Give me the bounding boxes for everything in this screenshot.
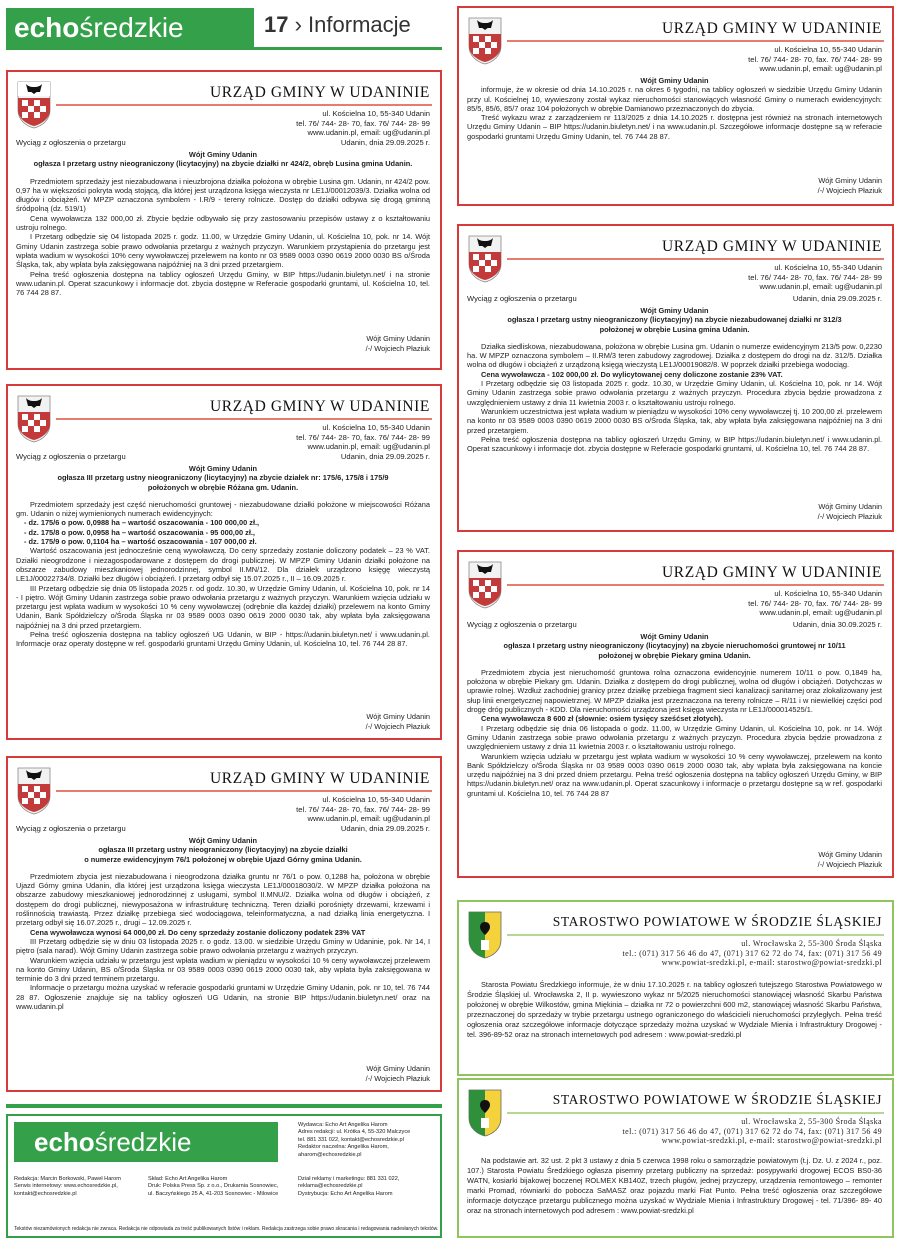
- office-title: STAROSTWO POWIATOWE W ŚRODZIE ŚLĄSKIEJ: [552, 914, 882, 929]
- office-title: URZĄD GMINY W UDANINIE: [210, 84, 430, 101]
- section-label: › Informacje: [294, 12, 411, 37]
- header-divider: [56, 104, 432, 106]
- ad-udanin-ujazd-76-1: [6, 756, 442, 1092]
- office-address: ul. Kościelna 10, 55-340 Udanin tel. 76/ 744- 28- 70, fax. 76/ 744- 28- 99 www.udanin.pl, email: ug@udanin.pl: [296, 795, 430, 824]
- ad-date: Udanin, dnia 29.09.2025 r.: [792, 294, 882, 303]
- excerpt-label: Wyciąg z ogłoszenia o przetargu: [16, 452, 126, 461]
- ad-udanin-piekary-10-11: [457, 550, 894, 878]
- ad-date: Udanin, dnia 29.09.2025 r.: [340, 824, 430, 833]
- office-title: URZĄD GMINY W UDANINIE: [662, 238, 882, 255]
- powiat-sredzki-coat-of-arms-icon: [467, 1088, 503, 1138]
- office-address: ul. Wrocławska 2, 55-300 Środa Śląska tel.: (071) 317 56 46 do 47, (071) 317 62 72 do 74, fax: (071) 317 56 49 www.powiat-sredzki.pl, e-mail: starostwo@powiat-sredzki.pl: [622, 1117, 882, 1146]
- udanin-coat-of-arms-icon: [467, 560, 503, 610]
- header-divider: [56, 790, 432, 792]
- colophon-print: Skład: Echo Art Angelika Harom Druk: Polska Press Sp. z o.o., Drukarnia Sosnowiec, ul. Baczyńskiego 25 A, 41-203 Sosnowiec - Milowice: [148, 1176, 279, 1197]
- ad-udanin-lusina-312-3: [457, 224, 894, 532]
- excerpt-label: Wyciąg z ogłoszenia o przetargu: [467, 620, 577, 629]
- office-title: URZĄD GMINY W UDANINIE: [662, 20, 882, 37]
- footer-top-stripe: [6, 1104, 442, 1108]
- signature: Wójt Gminy Udanin /-/ Wojciech Płaziuk: [365, 334, 430, 353]
- ad-body: Na podstawie art. 32 ust. 2 pkt 3 ustawy z dnia 5 czerwca 1998 roku o samorządzie powiatowym (t.j. Dz. U. z 2024 r., poz. 107.) Starosta Powiatu Średzkiego ogłasza pisemny przetarg publiczny na sprzedaż: posypywarki drogowej ECOS BS0-36 WATN, kosiarki bijakowej boczenej ROLMEX KB140Z, trzech pługów, jednej przyczepy, urządzenia remontowego – remonter marki Promad, równiarki do pobocza SaMASZ oraz pojazdu marki Fiat Punto. Pełna treść ogłoszenia oraz szczegółowe informacje dotyczące przetargu publicznego można uzyskać w Wydziale Mienia i Infrastruktury Drogowej - tel. 71/396- 89- 40 oraz na stronach internetowych pod adresem : www.powiat-sredzki.pl: [467, 1156, 882, 1215]
- echo-srednie-logo[interactable]: echośredzkie: [6, 8, 254, 48]
- office-title: URZĄD GMINY W UDANINIE: [210, 398, 430, 415]
- header-divider: [56, 418, 432, 420]
- echo-srednie-footer-logo[interactable]: echośredzkie: [14, 1122, 278, 1162]
- signature: Wójt Gminy Udanin /-/ Wojciech Płaziuk: [817, 850, 882, 869]
- ad-body: Wójt Gminy Udanin ogłasza I przetarg ustny nieograniczony (licytacyjny) na zbycie niezabudowanej działki nr 312/3 położonej w obrębie Lusina gmina Udanin. Działka siedliskowa, niezabudowana, położona w obrębie Lusina gm. Udanin o numerze ewidencyjnym 213/5 pow. 0,2230 ha. W MPZP oznaczona symbolem – II.RM/3 teren zabudowy zagrodowej. Działka z dostępem do drogi na dz. 312/5. Działka wolna od długów i obciążeń z urządzoną księgą wieczystą LE1J/00019082/8. W poprzek działki przebiega wodociąg. Cena wywoławcza - 102 000,00 zł. Do wylicytowanej ceny doliczone zostanie 23% VAT. I Przetarg odbędzie się 03 listopada 2025 r. godz. 10.30, w Urzędzie Gminy Udanin, ul. Kościelna 10, pok. nr 14. Wójt Gminy Udanin zastrzega sobie prawo odwołania przetargu z ważnych przyczyn. Procedura zbycia będzie prowadzona z uwzględnieniem ustawy z dnia 11 kwietnia 2003 r. o kształtowaniu ustroju rolnego. Warunkiem uczestnictwa jest wpłata wadium w pieniądzu w wysokości 10% ceny wywoławczej tj. 10 200,00 zł. przelewem na konto nr 03 9589 0003 0390 0619 2000 0030 BS o/Środa Śląska, tak, aby wpłata była zaksięgowana najpóźniej na 3 dni przed przetargiem. Pełna treść ogłoszenia dostępna na tablicy ogłoszeń Urzędu Gminy, w BIP https://udanin.biuletyn.net/ i www.udanin.pl. Operat szacunkowy i informacje dot. zbycia dostępne w Referacie gospodarki gruntami, ul. Kościelna 10, tel. 76 744 28 87.: [467, 306, 882, 454]
- udanin-coat-of-arms-icon: [16, 766, 52, 816]
- ad-starostwo-przetarg-sprzet: [457, 1078, 894, 1238]
- colophon-disclaimer: Tekstów niezamówionych redakcja nie zwraca. Redakcja nie odpowiada za treść publikowanych listów i reklam. Redakcja zastrzega sobie prawo skracania i redagowania nadesłanych tekstów.: [14, 1226, 439, 1232]
- ad-body: Wójt Gminy Udanin ogłasza III przetarg ustny nieograniczony (licytacyjny) na zbycie działek nr: 175/6, 175/8 i 175/9 położonych w obrębie Różana gm. Udanin. Przedmiotem sprzedaży jest część nieruchomości gruntowej - niezabudowane działki położone w miejscowości Różana gm. Udanin o niżej wymienionych numerach ewidencyjnych: - dz. 175/6 o pow. 0,0988 ha – wartość oszacowania - 100 000,00 zł., - dz. 175/8 o pow. 0,0958 ha – wartość oszacowania - 95 000,00 zł., - dz. 175/9 o pow. 0,1104 ha – wartość oszacowania - 107 000,00 zł. Wartość oszacowania jest jednocześnie ceną wywoławczą. Do ceny sprzedaży zostanie doliczony podatek – 23 % VAT. Działki nieogrodzone i niezagospodarowane z dostępem do drogi publicznej. W MPZP Gminy Udanin działki położone na obszarze zabudowy mieszkaniowej jednorodzinnej, symbol II.MN/12. Dla działek urządzono księgę wieczystą LE1J/00022734/8. Działki bez długów i obciążeń. I przetarg odbył się 15.07.2025 r., II – 16.09.2025 r. III Przetarg odbędzie się dnia 05 listopada 2025 r. od godz. 10.30, w Urzędzie Gminy Udanin, ul. Kościelna 10, pok. nr 14 - I piętro. Wójt Gminy Udanin zastrzega sobie prawo odwołania przetargu z ważnych przyczyn. Warunkiem wzięcia udziału w przetargu jest wpłata wadium w wysokości 10 % ceny wywoławczej (odrębnie dla każdej działki) przelewem na konto Gminy Udanin, Bank Spółdzielczy o/Środa Śląska nr 03 9589 0003 0390 0619 2000 0030 tak, aby wpłata była zaksięgowana najpóźniej na 3 dni przed przetargiem. Pełna treść ogłoszenia dostępna na tablicy ogłoszeń UG Udanin, w BIP - https://udanin.biuletyn.net/ i www.udanin.pl. Informacje oraz operaty dostępne w ref. gospodarki gruntami Urzędu Gminy Udanin, ul. Kościelna 10, tel. 76 744 28 87.: [16, 464, 430, 649]
- office-title: STAROSTWO POWIATOWE W ŚRODZIE ŚLĄSKIEJ: [552, 1092, 882, 1107]
- udanin-coat-of-arms-icon: [467, 234, 503, 284]
- office-title: URZĄD GMINY W UDANINIE: [662, 564, 882, 581]
- office-address: ul. Kościelna 10, 55-340 Udanin tel. 76/ 744- 28- 70, fax. 76/ 744- 28- 99 www.udanin.pl, email: ug@udanin.pl: [296, 109, 430, 138]
- office-address: ul. Kościelna 10, 55-340 Udanin tel. 76/ 744- 28- 70, fax. 76/ 744- 28- 99 www.udanin.pl, email: ug@udanin.pl: [748, 263, 882, 292]
- office-address: ul. Kościelna 10, 55-340 Udanin tel. 76/ 744- 28- 70, fax. 76/ 744- 28- 99 www.udanin.pl, email: ug@udanin.pl: [748, 589, 882, 618]
- office-address: ul. Kościelna 10, 55-340 Udanin tel. 76/ 744- 28- 70, fax. 76/ 744- 28- 99 www.udanin.pl, email: ug@udanin.pl: [296, 423, 430, 452]
- header-divider: [507, 584, 884, 586]
- udanin-coat-of-arms-icon: [16, 80, 52, 130]
- header-divider: [507, 258, 884, 260]
- header-divider: [507, 934, 884, 936]
- ad-starostwo-wykaz-wilkostow: [457, 900, 894, 1076]
- office-address: ul. Kościelna 10, 55-340 Udanin tel. 76/ 744- 28- 70, fax. 76/ 744- 28- 99 www.udanin.pl, email: ug@udanin.pl: [748, 45, 882, 74]
- colophon-ads: Dział reklamy i marketingu: 881 331 022, reklama@echosredzkie.pl Dystrybucja: Echo Art Angelika Harom: [298, 1176, 400, 1197]
- excerpt-label: Wyciąg z ogłoszenia o przetargu: [467, 294, 577, 303]
- ad-udanin-rozana-175: [6, 384, 442, 740]
- masthead: [6, 8, 442, 50]
- office-title: URZĄD GMINY W UDANINIE: [210, 770, 430, 787]
- signature: Wójt Gminy Udanin /-/ Wojciech Płaziuk: [365, 1064, 430, 1083]
- ad-body: Wójt Gminy Udanin ogłasza III przetarg ustny nieograniczony (licytacyjny) na zbycie działki o numerze ewidencyjnym 76/1 położonej w obrębie Ujazd Górny gmina Udanin. Przedmiotem zbycia jest niezabudowana i nieogrodzona działka gruntu nr 76/1 o pow. 0,1288 ha, położona w obrębie Ujazd Górny gmina Udanin, dla której jest urządzona księga wieczysta LE1J/00018030/2. W MPZP działka położona na obszarze zabudowy mieszkaniowej jednorodzinnej z usługami, symbol II.MNU/2. Działka wolna od długów i obciążeń, z dostępem do drogi publicznej, niewyposażona w infrastrukturę techniczną. Teren działki porośnięty drzewami, krzewami i roślinnością trawiastą. Przez działkę przebiega sieć wodociągowa, teleinformatyczna, a nad działką linia energetyczna. I przetarg odbył się 16.07.2025 r., drugi – 12.09.2025 r. Cena wywoławcza wynosi 64 000,00 zł. Do ceny sprzedaży zostanie doliczony podatek 23% VAT III Przetarg odbędzie się w dniu 03 listopada 2025 r. o godz. 13.00. w siedzibie Urzędu Gminy w Udaninie, pok. Nr 14, I piętro (sala narad). Wójt Gminy Udanin zastrzega sobie prawo odwołania przetargu z ważnych przyczyn. Warunkiem wzięcia udziału w przetargu jest wpłata wadium w pieniądzu w wysokości 10 % ceny wywoławczej przelewem na konto Gminy Udanin, BS o/Środa Śląska nr 03 9589 0003 0390 0619 2000 0030 tak, aby wpłata była zaksięgowana w terminie do 3 dni przed terminem przetargu. Informacje o przetargu można uzyskać w referacie gospodarki gruntami w Urzędzie Gminy Udanin, pok. nr 10, tel. 76 744 28 87. Ogłoszenie znajduje się na tablicy ogłoszeń UG Udanin, na stronie BIP https://udanin.biuletyn.net/ oraz na www.udanin.pl: [16, 836, 430, 1012]
- ad-udanin-lusina-424-2: [6, 70, 442, 370]
- signature: Wójt Gminy Udanin /-/ Wojciech Płaziuk: [817, 502, 882, 521]
- ad-udanin-wykaz-damianowo: [457, 6, 894, 206]
- ad-body: Wójt Gminy Udanin informuje, że w okresie od dnia 14.10.2025 r. na okres 6 tygodni, na tablicy ogłoszeń w siedzibie Urzędu Gminy Udanin przy ul. Kościelnej 10, wywieszony został wykaz nieruchomości stanowiących własność Gminy o numerach ewidencyjnych: 85/5, 85/6, 85/7 oraz 104 położonych w obrębie Damianowo przeznaczonych do zbycia. Treść wykazu wraz z zarządzeniem nr 113/2025 z dnia 14.10.2025 r. dostępna jest również na stronach internetowych Urzędu Gminy Udanin – BIP https://udanin.biuletyn.net/ i na www.udanin.pl. Szczegółowe informacje dostępne są w referacie gospodarki gruntami Urzędu Gminy Udanin, tel. 76 744 28 87.: [467, 76, 882, 141]
- excerpt-label: Wyciąg z ogłoszenia o przetargu: [16, 138, 126, 147]
- colophon-publisher: Wydawca: Echo Art Angelika Harom Adres redakcji: ul. Krótka 4, 55-320 Malczyce tel. 881 331 022, kontakt@echosredzkie.pl Redaktor naczelna: Angelika Harom, aharom@echosredzkie.pl: [298, 1122, 411, 1158]
- udanin-coat-of-arms-icon: [16, 394, 52, 444]
- excerpt-label: Wyciąg z ogłoszenia o przetargu: [16, 824, 126, 833]
- signature: Wójt Gminy Udanin /-/ Wojciech Płaziuk: [365, 712, 430, 731]
- signature: Wójt Gminy Udanin /-/ Wojciech Płaziuk: [817, 176, 882, 195]
- ad-body: Wójt Gminy Udanin ogłasza I przetarg ustny nieograniczony (licytacyjny) na zbycie działki nr 424/2, obręb Lusina gmina Udanin. Przedmiotem sprzedaży jest niezabudowana i nieuzbrojona działka położona w obrębie Lusina gm. Udanin, nr 424/2 pow. 0,97 ha w większości pokryta wodą stojącą, dla której jest urządzona księga wieczysta nr LE1J/00012039/3. Działka wolna od długów i obciążeń. W MPZP oznaczona symbolem - I.R/9 - tereny rolnicze. Dostęp do działki odbywa się drogą gminną śródpolną (dz. 519/1) Cena wywoławcza 132 000,00 zł. Zbycie będzie odbywało się przy zastosowaniu przepisów ustawy z o kształtowaniu ustroju rolnego. I Przetarg odbędzie się 04 listopada 2025 r. godz. 11.00, w Urzędzie Gminy Udanin, ul. Kościelna 10, pok. nr 14. Wójt Gminy Udanin zastrzega sobie prawo odwołania przetargu z ważnych przyczyn. Warunkiem przystąpienia do przetargu jest wpłata wadium w wysokości 10% ceny wywoławczej przelewem na konto nr 03 9589 0003 0390 0619 2000 0030 BS o/Środa Śląska, tak, aby wpłata była zaksięgowana najpóźniej na 3 dni przed przetargiem. Pełna treść ogłoszenia dostępna na tablicy ogłoszeń Urzędu Gminy, w BIP https://udanin.biuletyn.net/ i na stronie www.udanin.pl. Operat szacunkowy i informacje dot. zbycia dostępne w Referacie gospodarki gruntami, ul. Kościelna 10, tel. 76 744 28 87.: [16, 150, 430, 298]
- ad-body: Starosta Powiatu Średzkiego informuje, że w dniu 17.10.2025 r. na tablicy ogłoszeń tutejszego Starostwa Powiatowego w Środzie Śląskiej ul. Wrocławska 2, II p. wywieszono wykaz nr 5/2025 nieruchomości stanowiącej własność Skarbu Państwa położonej w obrębie Wilkostów, gmina Miękinia – działka nr 72 o powierzchni 600 m2, stanowiącej własność Skarbu Państwa, przeznaczonej do sprzedaży w trybie przetargu ustnego ograniczonego do właścicieli nieruchomości przyległych. Pełna treść ogłoszenia oraz szczegółowe informacje dotyczące sprzedaży można uzyskać w Wydziale Mienia i Infrastruktury Drogowej - tel. 396-89-52 oraz na stronach internetowych pod adresem : www.powiat-sredzki.pl: [467, 980, 882, 1039]
- ad-date: Udanin, dnia 29.09.2025 r.: [340, 138, 430, 147]
- page-header: [264, 12, 411, 38]
- office-address: ul. Wrocławska 2, 55-300 Środa Śląska tel.: (071) 317 56 46 do 47, (071) 317 62 72 do 74, fax: (071) 317 56 49 www.powiat-sredzki.pl, e-mail: starostwo@powiat-sredzki.pl: [622, 939, 882, 968]
- header-divider: [507, 40, 884, 42]
- ad-date: Udanin, dnia 29.09.2025 r.: [340, 452, 430, 461]
- page-number: 17: [264, 12, 289, 37]
- colophon-editorial: Redakcja: Marcin Borkowski, Paweł Harom Serwis internetowy: www.echosredzkie.pl, kontakt@echosredzkie.pl: [14, 1176, 121, 1197]
- powiat-sredzki-coat-of-arms-icon: [467, 910, 503, 960]
- ad-body: Wójt Gminy Udanin ogłasza I przetarg ustny nieograniczony (licytacyjny) na zbycie nieruchomości gruntowej nr 10/11 położonej w obrębie Piekary gmina Udanin. Przedmiotem zbycia jest nieruchomość gruntowa rolna oznaczona ewidencyjnie numerem 10/11 o pow. 0,1849 ha, położona w obrębie Piekary gm. Udanin. Działka z dostępem do drogi publicznej, wolna od długów i obciążeń. Dotychczas w uprawie rolnej. Wzdłuż zachodniej granicy przez działkę przebiega fragment sieci kanalizacji sanitarnej oraz zlokalizowany jest słup linii energetycznej napowietrznej. W MPZP działka jest przeznaczona na tereny rolnicze – R/11 i w niewielkiej części pod drogę dróg publicznych - KDD. Dla nieruchomości urządzona jest księga wieczysta nr LE1J/000014525/1. Cena wywoławcza 8 600 zł (słownie: osiem tysięcy sześćset złotych). I Przetarg odbędzie się dnia 06 listopada o godz. 11.00, w Urzędzie Gminy Udanin, ul. Kościelna 10, pok. nr 14. Wójt Gminy Udanin zastrzega sobie prawo odwołania przetargu z ważnych przyczyn. Procedura zbycia będzie prowadzona z uwzględnieniem ustawy z dnia 11 kwietnia 2003 r. o kształtowaniu ustroju rolnego. Warunkiem wzięcia udziału w przetargu jest wpłata wadium w wysokości 10 % ceny wywoławczej, przelewem na konto Bank Spółdzielczy o/Środa Śląska nr 03 9589 0003 0390 0619 2000 0030 tak, aby wpłata była zaksięgowana na koncie urzędu najpóźniej na 3 dni przed dniem przetargu. Pełna treść ogłoszenia dostępna na tablicy ogłoszeń Urzędu Gminy, w BIP https://udanin.biuletyn.net/ oraz na www.udanin.pl. Operat szacunkowy i informacje o przetargu dostępne są w ref. gospodarki gruntami ul. Kościelna 10, tel. 76 744 28 87: [467, 632, 882, 798]
- udanin-coat-of-arms-icon: [467, 16, 503, 66]
- colophon: [6, 1114, 442, 1238]
- ad-date: Udanin, dnia 30.09.2025 r.: [792, 620, 882, 629]
- header-divider: [507, 1112, 884, 1114]
